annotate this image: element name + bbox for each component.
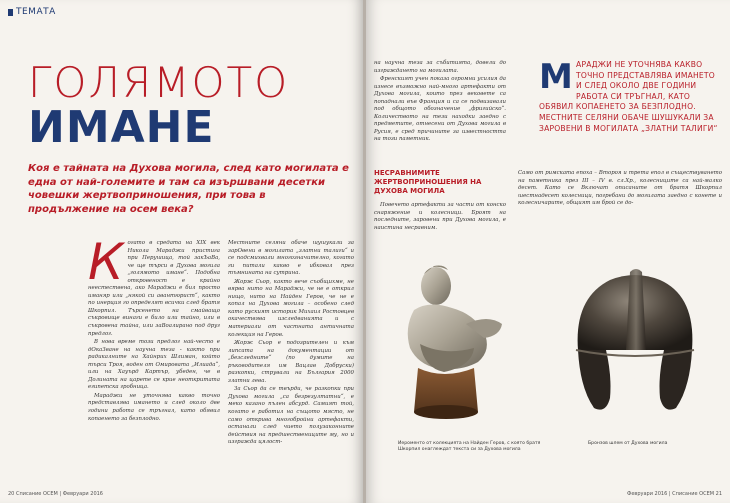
paragraph: В нова време този предлог най-често е дОкаЗване на научна теза - както при радикалните на Хайнрих Шлиман, който търси Троя, воден от Омировата „Илиада“, или на Хауърд Картър, убеден, че в Долината на царете се крие неоткритата египетска гробница. <box>88 339 220 391</box>
paragraph <box>88 233 220 338</box>
pull-quote <box>539 57 722 134</box>
section-square-icon <box>8 9 13 16</box>
article-title-line1: ГОЛЯМОТО <box>28 58 290 107</box>
paragraph: Само от римската епоха – Второя и трета епол в съществуването на паметника през III – IV в. сл.Хр., колесниците са най-малко десет. Като се Включат описаните от братя Шкорпил шестнадесет колесници, погребани до могилата заедно с конете и колесничарите, общият им брой се до- <box>518 170 722 207</box>
article-title-line2: ИМАНЕ <box>28 102 215 153</box>
section-subheading: НЕСРАВНИМИТЕ ЖЕРТВОПРИНОШЕНИЯ НА ДУХОВА МОГИЛА <box>374 169 482 195</box>
statue-fragment-photo <box>374 240 524 430</box>
right-body-column-1b <box>374 202 506 233</box>
page-folio-left: 20 Списание ОСЕМ | Февруари 2016 <box>8 491 103 497</box>
right-body-column-2 <box>518 170 722 209</box>
paragraph: на научна теза за събитията, довели до изграждането на могилата. <box>374 60 506 74</box>
paragraph: Местните селяни обаче шушукали за зарОвени в могилата „златни талиги“ и се подсмихвали многозначително, когато ги питали какво е ибковал през тъмнината на сутрина. <box>228 240 354 277</box>
paragraph-text: огато в средата на XIX век Никола Мараджи пристига при Перушица, той закЪаВа, че ще търси в Духова могила „голямото имане“. Подобна откровеност е крайно неестествена, ако Мараджи е бил просто иманяр или „някой си авантюрист“, както по инерция го определят всички след братя Шкорпил. Търсенето на смайващо съкровище винаги е било или тайно, или в съкровена тайна, или заВоалирано под друг предлог. <box>88 240 220 337</box>
body-column-1 <box>88 233 220 424</box>
paragraph: Жорж Сьор е подозрителен и към липсата на документации от „безследните“ (по думите на ръководителя им Вацлав Добруски) разкопки, стрували на България 2000 златни лева. <box>228 340 354 384</box>
paragraph: За Сьор да се твърди, че разкопки при Духова могила „са безрезултатни“, е меко казано пълен абсурд. Самият той, когато е работил на същото място, не само открива многобройни артефакти, останали след чието полузаконните действия на предшествениците му, но и изгражда цялост- <box>228 386 354 446</box>
caption-helmet: Бронзов шлем от Духова могила <box>588 441 668 446</box>
right-body-column-1 <box>374 60 506 145</box>
left-page <box>0 0 364 503</box>
page-folio-right: Февруари 2016 | Списание ОСЕМ 21 <box>627 491 722 497</box>
caption-statue: Иероменто от колекцията на Найден Геров, с която братя Шкорпил онаглеждат текста си за Духова могила <box>398 441 541 452</box>
right-page <box>366 0 730 503</box>
body-column-2 <box>228 240 354 448</box>
paragraph: Повечето артефакти за части от конско снаряжение и колесници. Броят на последните, заровени при Духова могила, е наистина несравним. <box>374 202 506 231</box>
section-tag <box>8 7 56 17</box>
section-tag-label: ТЕМАТА <box>16 7 56 17</box>
bronze-helmet-photo <box>560 258 710 428</box>
paragraph: Жорж Сьор, както вече съобщихме, не вярва нито на Мараджи, че не е открил нищо, нито на Найден Геров, че не е копал на Духова могила – особено след като руският историк Михаил Ростовцев окачествява изследванията и с материали от частната античната колекция на Геров. <box>228 278 354 338</box>
paragraph: Мараджи не уточнява какво точно представлява имането и след около две години работа се тръгнал, като обявил копаенето за безплодно. <box>88 392 220 422</box>
pull-quote-text: АРАДЖИ НЕ УТОЧНЯВА КАКВО ТОЧНО ПРЕДСТАВЛЯВА ИМАНЕТО И СЛЕД ОКОЛО ДВЕ ГОДИНИ РАБОТА СИ ТРЪГНАЛ, КАТО ОБЯВИЛ КОПАЕНЕТО ЗА БЕЗПЛОДНО. МЕСТНИТЕ СЕЛЯНИ ОБАЧЕ ШУШУКАЛИ ЗА ЗАРОВЕНИ В МОГИЛАТА „ЗЛАТНИ ТАЛИГИ“ <box>539 60 718 133</box>
article-lead: Коя е тайната на Духова могила, след като могилата е една от най-големите и там са изършвани десетки човешки жертвоприношения, при това в продължение на осем века? <box>28 163 349 215</box>
pull-quote-initial: М <box>539 57 574 97</box>
paragraph: Френският учен показа огромни усилия да изнесе възможно най-много артефакти от Духова могила, които през вековете са попаднали във Франция и са се подвизавали под общото обозначение „фригийско“. Количеството на тези находки заедно с предметите, отнесени от Духова могила в Русия, е сред причините за известността на този паметник. <box>374 76 506 143</box>
drop-cap: К <box>88 233 124 291</box>
